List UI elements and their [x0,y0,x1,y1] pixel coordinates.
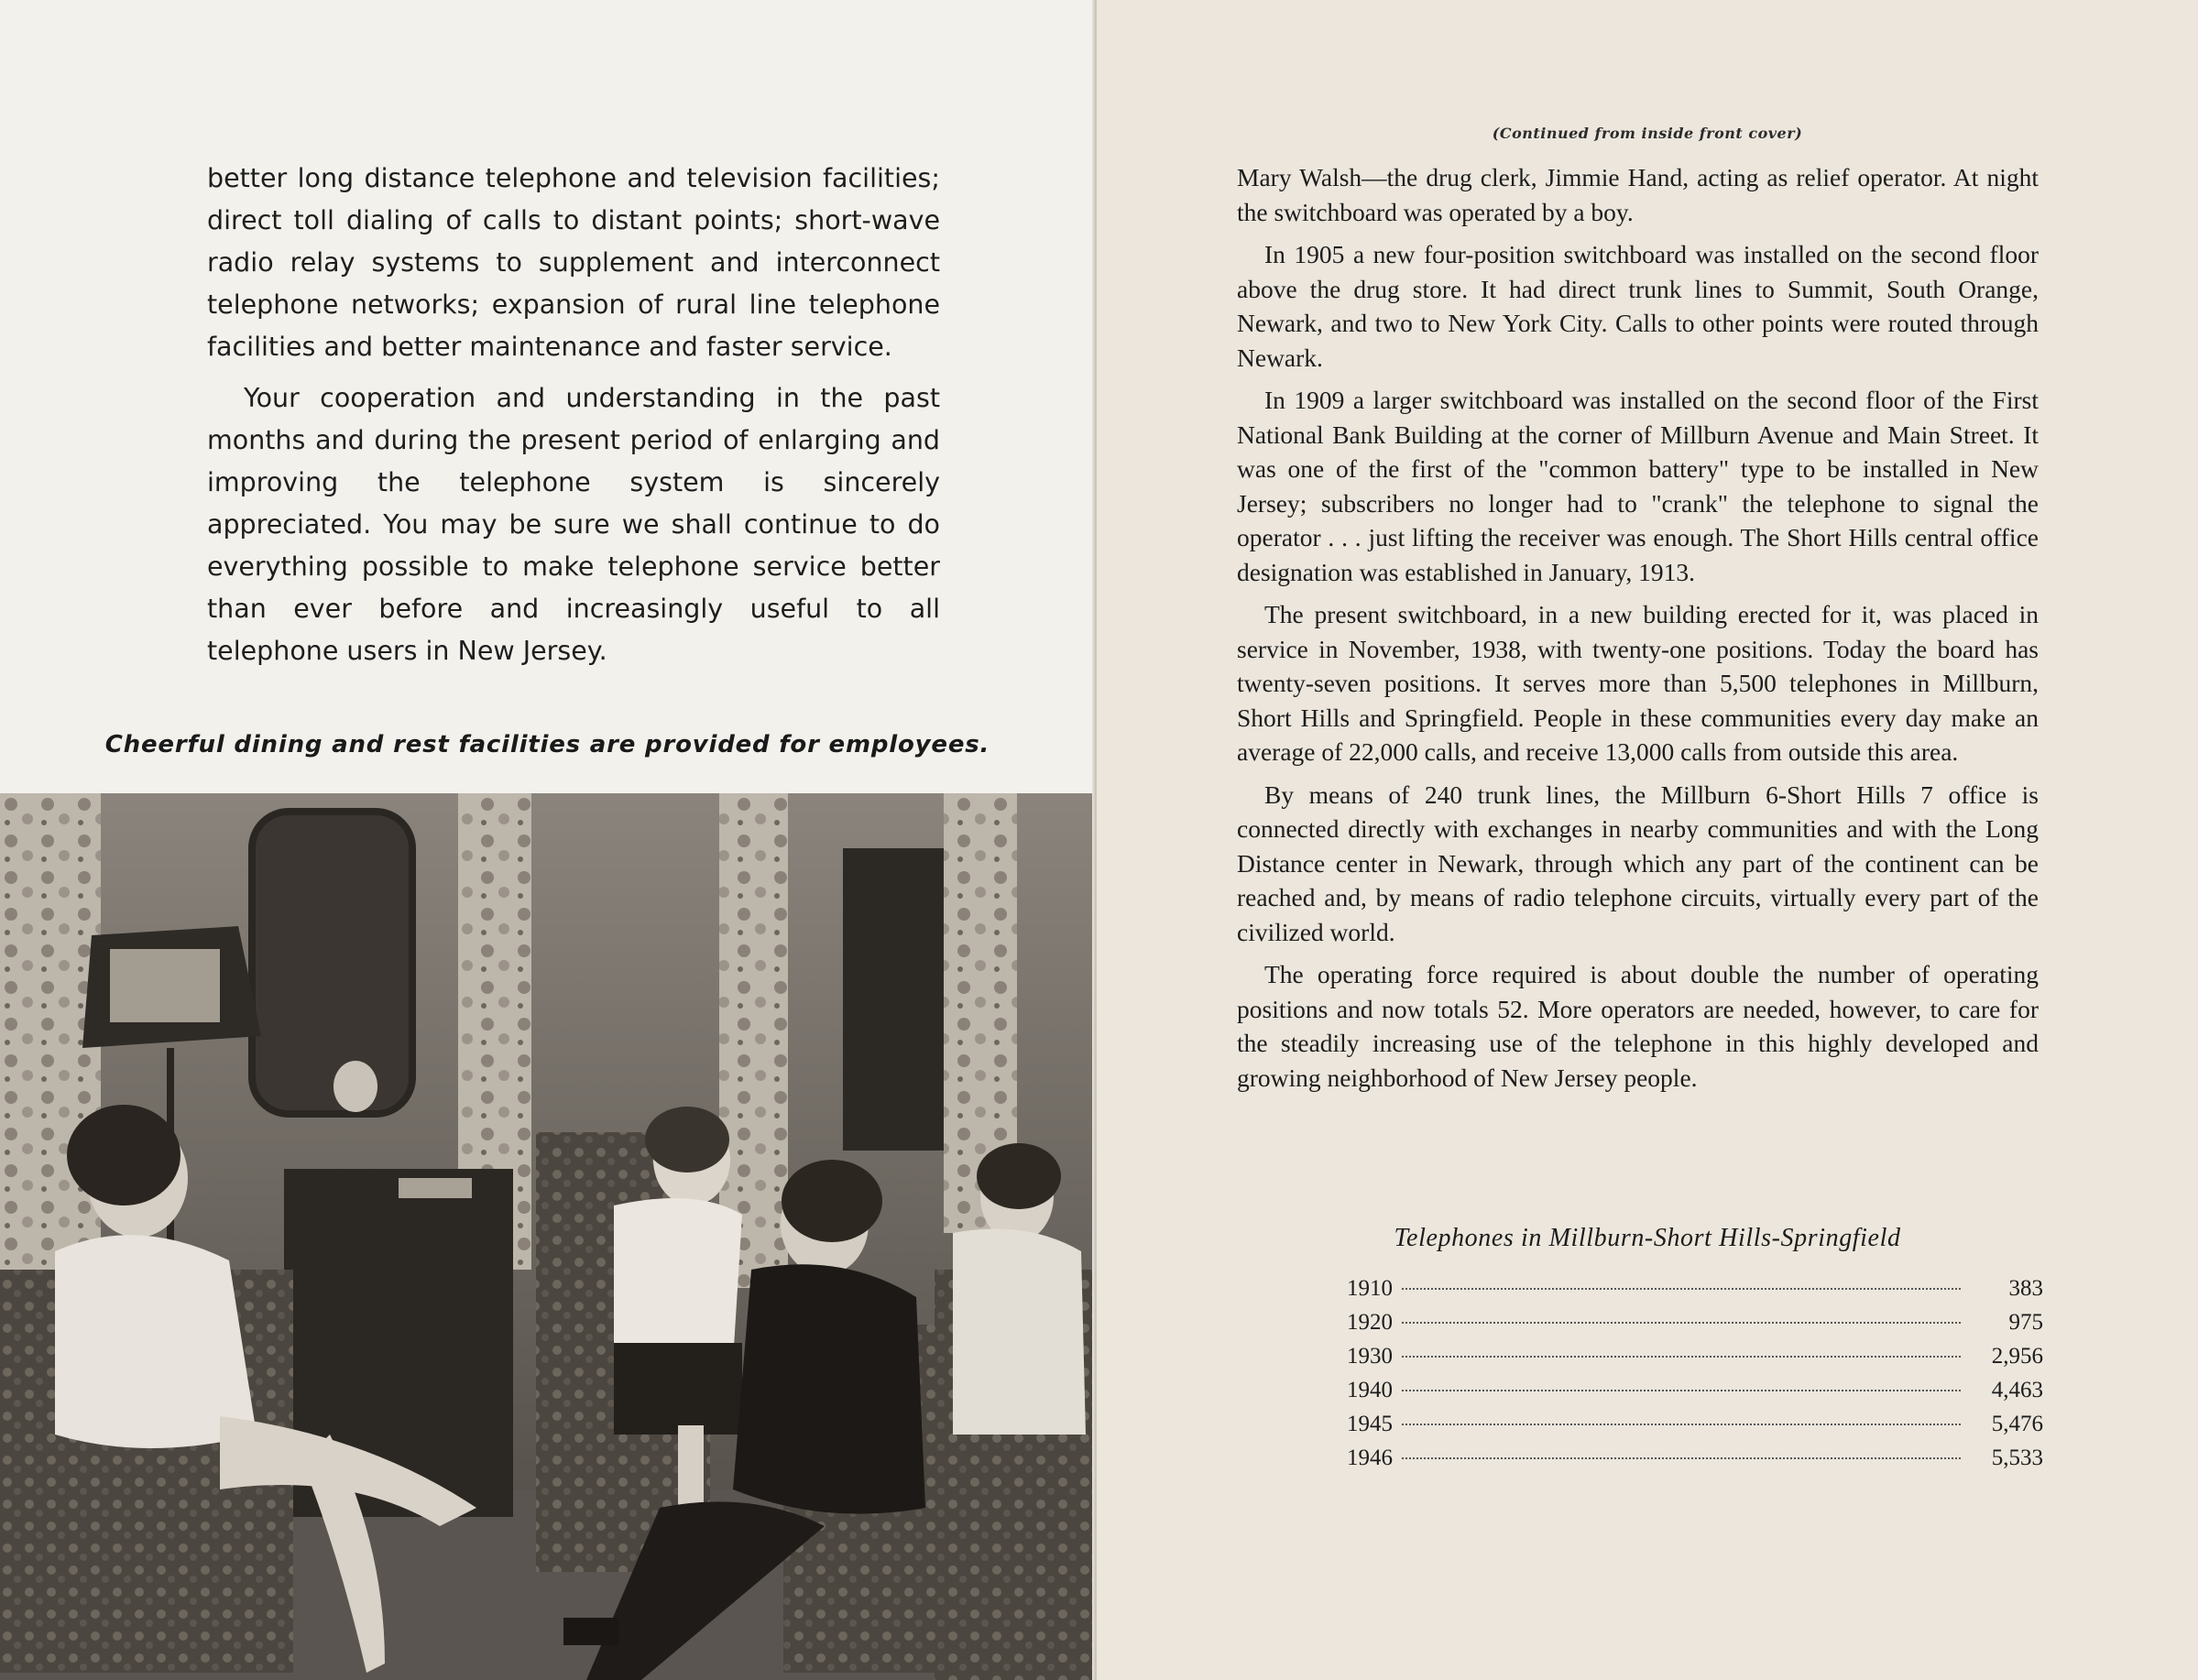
dot-leader [1402,1457,1961,1459]
dot-leader [1402,1356,1961,1358]
telephone-count-table [1347,1276,2043,1479]
table-row [1347,1276,2043,1310]
right-paragraph-4: The present switchboard, in a new building erected for it, was placed in service in November, 1938, with twenty-one positions. Today the board has twenty-seven positions. It serves more than 5,500 telephones in Millburn, Short Hills and Springfield. People in these communities every day make an average of 22,000 calls, and receive 13,000 calls from outside this area. [1237,600,2039,766]
left-page [0,0,1095,1680]
table-year: 1910 [1347,1276,1393,1301]
table-count: 975 [2008,1310,2043,1335]
right-paragraph-1: Mary Walsh—the drug clerk, Jimmie Hand, acting as relief operator. At night the switchboard was operated by a boy. [1237,163,2039,226]
table-year: 1945 [1347,1412,1393,1436]
table-row [1347,1310,2043,1344]
dot-leader [1402,1322,1961,1324]
left-body-text [207,158,940,682]
table-row [1347,1344,2043,1378]
table-row [1347,1378,2043,1412]
table-count: 4,463 [1991,1378,2043,1402]
table-count: 2,956 [1991,1344,2043,1369]
right-paragraph-5: By means of 240 trunk lines, the Millburn 6-Short Hills 7 office is connected directly with exchanges in nearby communities and with the Long Distance center in Newark, through which any part of the continent can be reached and, by means of radio telephone circuits, virtually every part of the civilized world. [1237,780,2039,946]
right-paragraph-6: The operating force required is about double the number of operating positions and now totals 52. More operators are needed, however, to care for the steadily increasing use of the telephone in this highly developed and growing neighborhood of New Jersey people. [1237,960,2039,1092]
dot-leader [1402,1288,1961,1290]
left-paragraph-2: Your cooperation and understanding in the past months and during the present period of enlarging and improving the telephone system is sincerely appreciated. You may be sure we shall continue to do everything possible to make telephone service better than ever before and increasingly useful to all telephone users in New Jersey. [207,383,940,666]
dot-leader [1402,1390,1961,1391]
table-year: 1940 [1347,1378,1393,1402]
right-paragraph-2: In 1905 a new four-position switchboard was installed on the second floor above the drug store. It had direct trunk lines to Summit, South Orange, Newark, and two to New York City. Calls to other points were routed through Newark. [1237,240,2039,372]
lounge-photo [0,793,1095,1680]
table-row [1347,1445,2043,1479]
table-count: 383 [2008,1276,2043,1301]
right-body-text [1237,160,2039,1103]
left-paragraph-1: better long distance telephone and television facilities; direct toll dialing of calls to distant points; short-wave radio relay systems to supplement and interconnect telephone networks; expansion of rural line telephone facilities and better maintenance and faster service. [207,163,940,362]
table-year: 1920 [1347,1310,1393,1335]
continued-note: (Continued from inside front cover) [1492,125,1803,142]
table-year: 1930 [1347,1344,1393,1369]
photo-caption: Cheerful dining and rest facilities are provided for employees. [104,731,990,758]
right-paragraph-3: In 1909 a larger switchboard was installed on the second floor of the First National Bank Building at the corner of Millburn Avenue and Main Street. It was one of the first of the "common battery" type to be installed in New Jersey; subscribers no longer had to "crank" the telephone to signal the operator . . . just lifting the receiver was enough. The Short Hills central office designation was established in January, 1913. [1237,386,2039,586]
telephone-table-title: Telephones in Millburn-Short Hills-Springfield [1394,1224,1901,1252]
table-row [1347,1412,2043,1445]
dot-leader [1402,1424,1961,1425]
table-count: 5,533 [1991,1445,2043,1470]
table-year: 1946 [1347,1445,1393,1470]
table-count: 5,476 [1991,1412,2043,1436]
